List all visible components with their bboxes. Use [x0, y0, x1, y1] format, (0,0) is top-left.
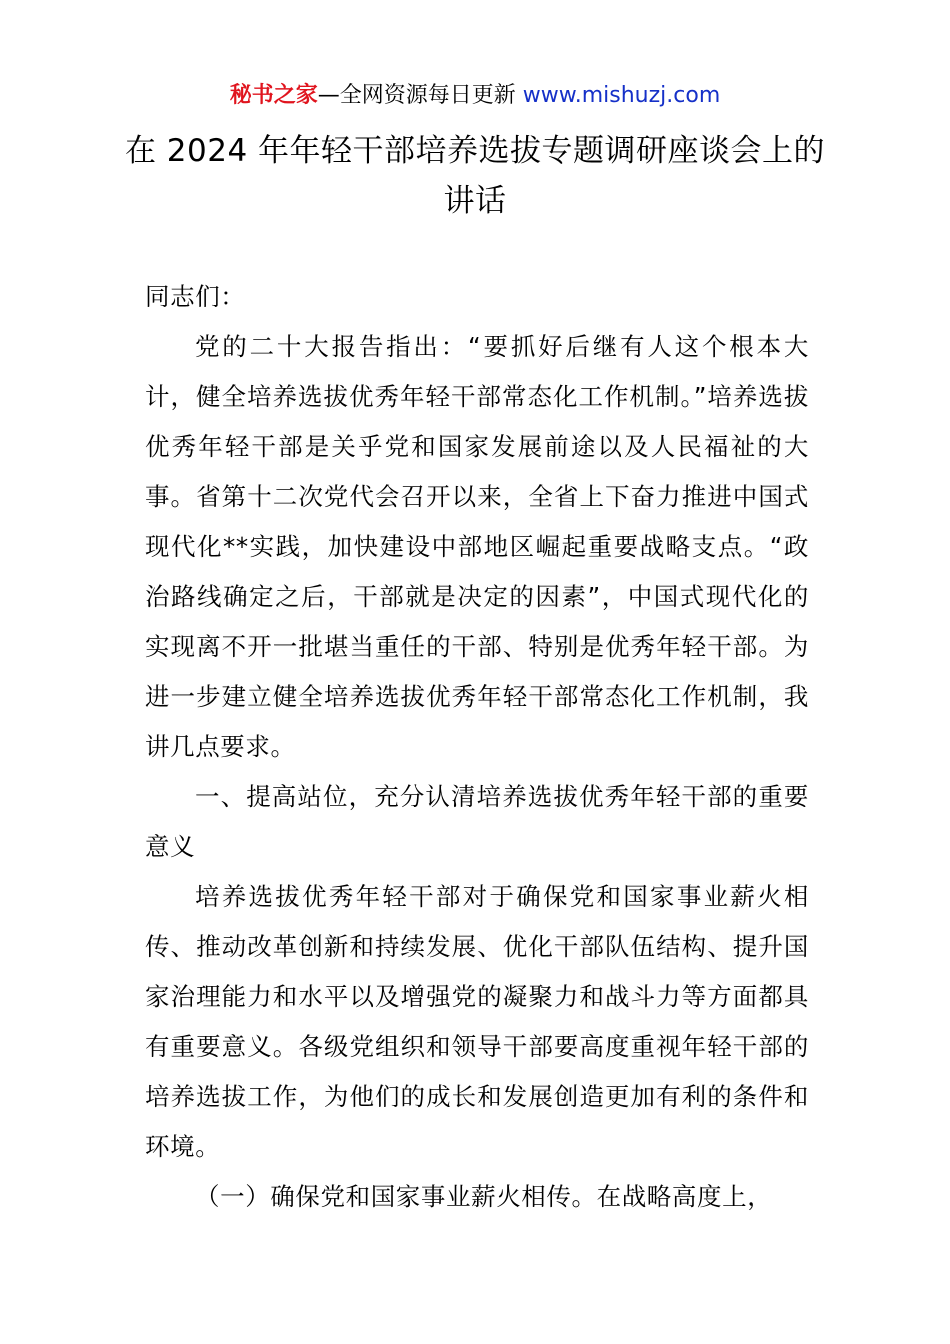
document-body	[145, 272, 809, 1222]
site-header	[0, 80, 950, 112]
section-heading-1: 一、提高站位，充分认清培养选拔优秀年轻干部的重要意义	[145, 782, 809, 861]
site-url-link[interactable]: www.mishuzj.com	[522, 83, 721, 108]
header-tagline: —全网资源每日更新	[317, 83, 523, 108]
document-title: 在 2024 年年轻干部培养选拔专题调研座谈会上的讲话	[124, 133, 826, 219]
brand-name: 秘书之家	[229, 83, 318, 108]
subsection-heading-1: （一）确保党和国家事业薪火相传。在战略高度上，	[195, 1182, 773, 1211]
salutation: 同志们：	[145, 282, 246, 311]
paragraph-intro: 党的二十大报告指出：“要抓好后继有人这个根本大计，健全培养选拔优秀年轻干部常态化工作机制。”培养选拔优秀年轻干部是关乎党和国家发展前途以及人民福祉的大事。省第十二次党代会召开以来，全省上下奋力推进中国式现代化**实践，加快建设中部地区崛起重要战略支点。“政治路线确定之后，干部就是决定的因素”，中国式现代化的实现离不开一批堪当重任的干部、特别是优秀年轻干部。为进一步建立健全培养选拔优秀年轻干部常态化工作机制，我讲几点要求。	[145, 332, 809, 761]
paragraph-section-1: 培养选拔优秀年轻干部对于确保党和国家事业薪火相传、推动改革创新和持续发展、优化干部队伍结构、提升国家治理能力和水平以及增强党的凝聚力和战斗力等方面都具有重要意义。各级党组织和领导干部要高度重视年轻干部的培养选拔工作，为他们的成长和发展创造更加有利的条件和环境。	[145, 882, 809, 1161]
